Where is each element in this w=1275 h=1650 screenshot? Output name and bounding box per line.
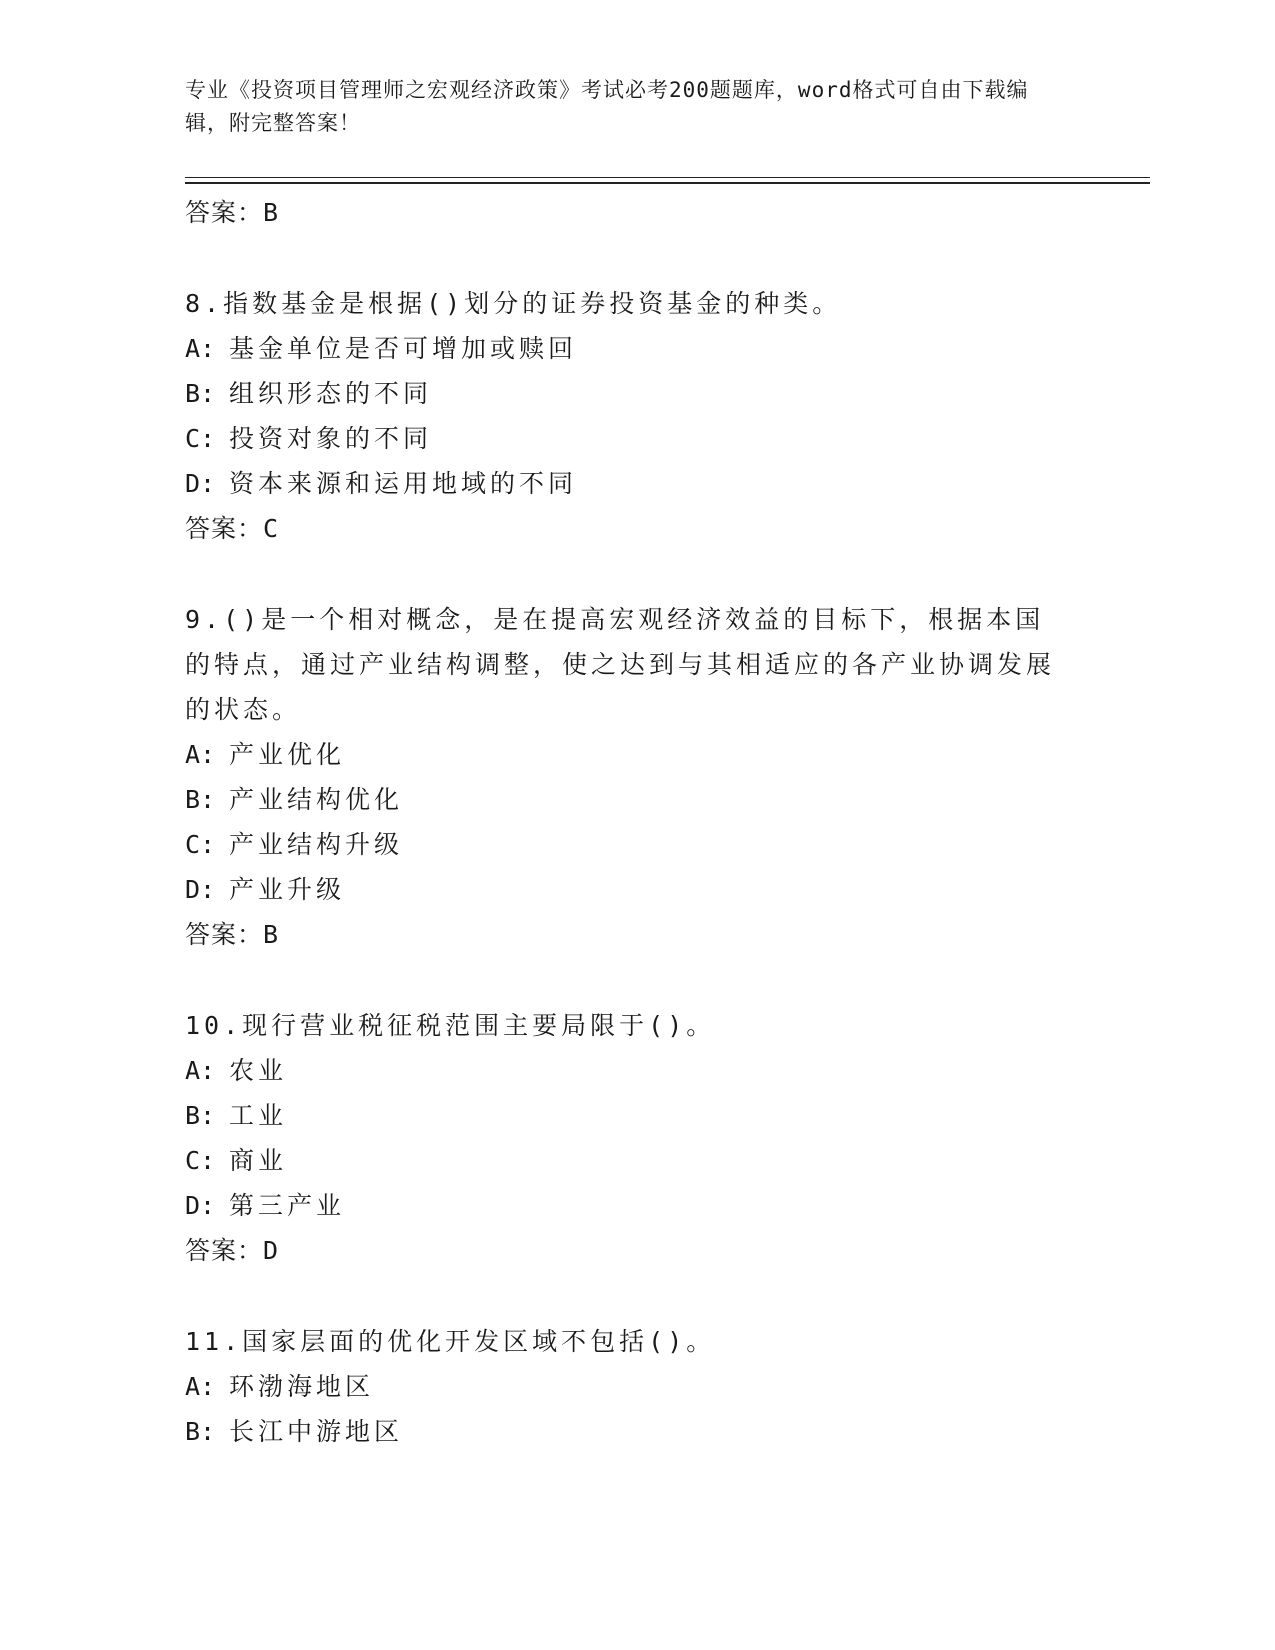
question-block	[185, 597, 1065, 958]
answer-label: 答案：	[185, 1236, 264, 1265]
option-key: A:	[185, 334, 216, 363]
question-block	[185, 1003, 1065, 1274]
option-key: A:	[185, 1056, 216, 1085]
option-key: B:	[185, 785, 216, 814]
answer-label: 答案：	[185, 198, 264, 227]
answer-value: D	[263, 1236, 280, 1265]
option-key: C:	[185, 830, 216, 859]
header-divider-thin	[185, 177, 1150, 178]
option-a	[185, 732, 1065, 777]
answer-label: 答案：	[185, 514, 264, 543]
option-text: 第三产业	[229, 1191, 346, 1220]
question-stem: 9.()是一个相对概念，是在提高宏观经济效益的目标下，根据本国的特点，通过产业结构调整，使之达到与其相适应的各产业协调发展的状态。	[185, 605, 1056, 724]
option-key: A:	[185, 1372, 216, 1401]
option-key: B:	[185, 1417, 216, 1446]
option-d	[185, 461, 1065, 506]
question-stem: 11.国家层面的优化开发区域不包括()。	[185, 1327, 716, 1356]
option-b	[185, 371, 1065, 416]
option-c	[185, 1138, 1065, 1183]
option-key: B:	[185, 1101, 216, 1130]
option-text: 组织形态的不同	[229, 379, 433, 408]
option-text: 产业结构升级	[229, 830, 404, 859]
option-key: D:	[185, 1191, 216, 1220]
option-key: B:	[185, 379, 216, 408]
question-stem: 10.现行营业税征税范围主要局限于()。	[185, 1011, 716, 1040]
answer-line	[185, 190, 1065, 236]
option-key: C:	[185, 424, 216, 453]
document-header: 专业《投资项目管理师之宏观经济政策》考试必考200题题库，word格式可自由下载编辑，附完整答案！	[185, 78, 1029, 135]
option-b	[185, 1093, 1065, 1138]
question-block	[185, 281, 1065, 552]
option-key: D:	[185, 875, 216, 904]
option-a	[185, 1048, 1065, 1093]
option-c	[185, 822, 1065, 867]
option-text: 产业升级	[229, 875, 346, 904]
option-text: 工业	[229, 1101, 288, 1130]
option-text: 产业优化	[229, 740, 346, 769]
option-text: 商业	[229, 1146, 288, 1175]
option-b	[185, 1409, 1065, 1454]
option-key: D:	[185, 469, 216, 498]
answer-label: 答案：	[185, 920, 264, 949]
question-stem: 8.指数基金是根据()划分的证券投资基金的种类。	[185, 289, 842, 318]
option-text: 基金单位是否可增加或赎回	[229, 334, 578, 363]
answer-value: B	[263, 920, 280, 949]
question-list	[185, 190, 1065, 1454]
header-divider-thick	[185, 182, 1150, 184]
option-d	[185, 1183, 1065, 1228]
answer-value: B	[263, 198, 280, 227]
option-a	[185, 1364, 1065, 1409]
answer-value: C	[263, 514, 280, 543]
option-d	[185, 867, 1065, 912]
option-text: 环渤海地区	[229, 1372, 375, 1401]
option-text: 资本来源和运用地域的不同	[229, 469, 578, 498]
option-a	[185, 326, 1065, 371]
option-text: 农业	[229, 1056, 288, 1085]
option-text: 产业结构优化	[229, 785, 404, 814]
answer-line	[185, 506, 1065, 552]
option-key: C:	[185, 1146, 216, 1175]
option-text: 投资对象的不同	[229, 424, 433, 453]
question-block	[185, 1319, 1065, 1454]
option-text: 长江中游地区	[229, 1417, 404, 1446]
option-b	[185, 777, 1065, 822]
option-key: A:	[185, 740, 216, 769]
option-c	[185, 416, 1065, 461]
answer-line	[185, 912, 1065, 958]
answer-line	[185, 1228, 1065, 1274]
